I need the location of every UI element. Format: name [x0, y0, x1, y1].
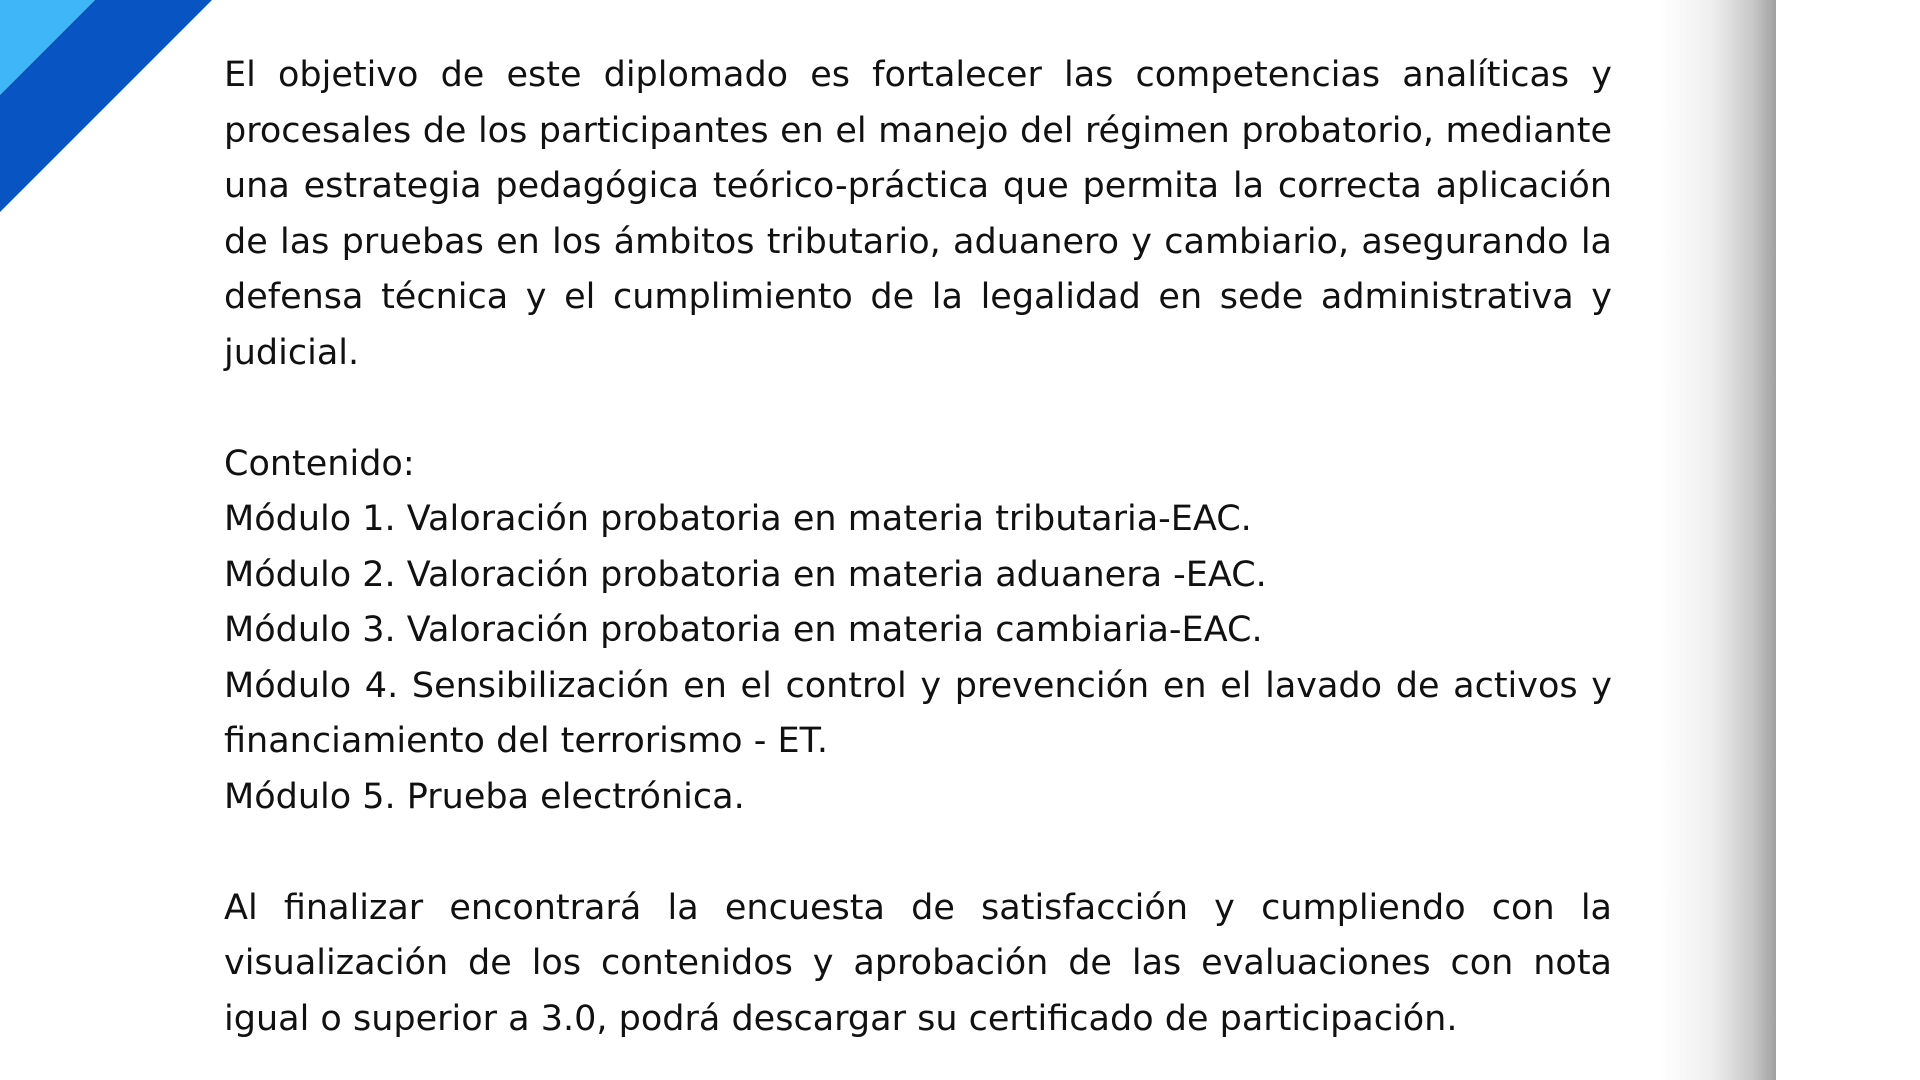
closing-paragraph: Al finalizar encontrará la encuesta de satisfacción y cumpliendo con la visualización de los contenidos y aprobación de las evaluaciones con nota igual o superior a 3.0, podrá descargar su certificado de participación. — [224, 887, 1612, 1039]
module-item: Módulo 3. Valoración probatoria en materia cambiaria-EAC. — [224, 610, 1263, 650]
contents-heading: Contenido: — [224, 443, 415, 484]
module-item: Módulo 5. Prueba electrónica. — [224, 776, 745, 817]
intro-paragraph: El objetivo de este diplomado es fortalecer las competencias analíticas y procesales de los participantes en el manejo del régimen probatorio, mediante una estrategia pedagógica teórico-práctica que permita la correcta aplicación de las pruebas en los ámbitos tributario, aduanero y cambiario, asegurando la defensa técnica y el cumplimiento de la legalidad en sede administrativa y judicial. — [224, 55, 1612, 373]
paragraph-spacer — [224, 825, 1612, 881]
document-body — [224, 48, 1612, 1047]
module-item: Módulo 1. Valoración probatoria en materia tributaria-EAC. — [224, 499, 1252, 539]
page-edge-shadow — [1660, 0, 1776, 1080]
corner-decoration — [0, 0, 260, 260]
module-item: Módulo 4. Sensibilización en el control y prevención en el lavado de activos y financiamiento del terrorismo - ET. — [224, 665, 1612, 761]
module-item: Módulo 2. Valoración probatoria en materia aduanera -EAC. — [224, 554, 1267, 595]
paragraph-spacer — [224, 381, 1612, 437]
viewer-background — [1776, 0, 1920, 1080]
